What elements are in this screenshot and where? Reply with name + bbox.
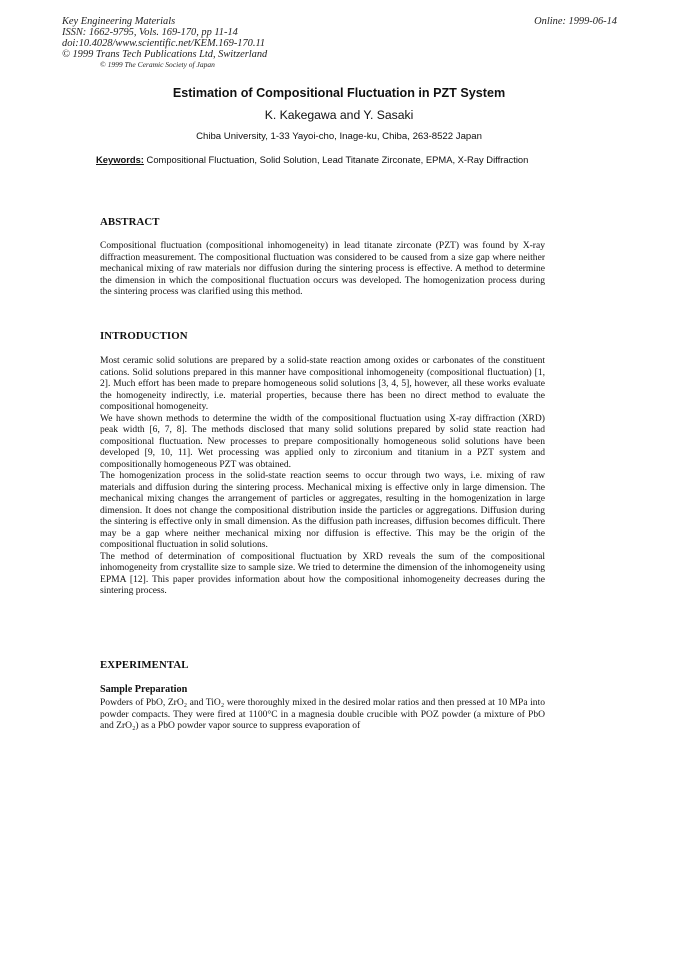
- keywords-label: Keywords:: [96, 154, 144, 165]
- keywords-block: [96, 154, 548, 165]
- experimental-heading: EXPERIMENTAL: [100, 659, 189, 671]
- introduction-text: [100, 355, 545, 597]
- introduction-heading: INTRODUCTION: [100, 330, 188, 342]
- experimental-paragraph: Powders of PbO, ZrO₂ and TiO₂ were thoroughly mixed in the desired molar ratios and then pressed at 10 MPa into powder compacts. They were fired at 1100°C in a magnesia double crucible with POZ powder (a mixture of PbO and ZrO₂) as a PbO powder vapor source to suppress evaporation of: [100, 697, 545, 731]
- issn-line: ISSN: 1662-9795, Vols. 169-170, pp 11-14: [62, 27, 238, 38]
- intro-paragraph: The homogenization process in the solid-state reaction seems to occur through two ways, i.e. mixing of raw materials and diffusion during the sintering process. Mechanical mixing is effective only in large dimension. The mechanical mixing changes the arrangement of particles or aggregates, resulting in the homogenization in large dimension. It does not change the compositional distribution inside the particles or aggregations. Diffusion during the sintering is effective only in small dimension. As the diffusion path increases, diffusion becomes difficult. There may be a gap where neither mechanical mixing nor diffusion is effective. This may be the origin of the compositional fluctuation in solid solutions.: [100, 470, 545, 550]
- intro-paragraph: We have shown methods to determine the width of the compositional fluctuation using X-ray diffraction (XRD) peak width [6, 7, 8]. The methods disclosed that many solid solutions prepared by solid state reaction had compositional fluctuation. New processes to prepare compositionally homogeneous solid solutions have been developed [9, 10, 11]. Wet processing was applied only to zirconium and titanium in a PZT system and compositionally homogeneous PZT was obtained.: [100, 412, 545, 470]
- copyright-line: © 1999 Trans Tech Publications Ltd, Switzerland: [62, 49, 268, 60]
- society-line: © 1999 The Ceramic Society of Japan: [100, 60, 215, 69]
- abstract-heading: ABSTRACT: [100, 216, 160, 228]
- paper-authors: K. Kakegawa and Y. Sasaki: [264, 108, 414, 122]
- online-date: Online: 1999-06-14: [534, 16, 617, 27]
- author-affiliation: Chiba University, 1-33 Yayoi-cho, Inage-ku, Chiba, 263-8522 Japan: [196, 131, 482, 142]
- keywords-text: Compositional Fluctuation, Solid Solution, Lead Titanate Zirconate, EPMA, X-Ray Diffraction: [146, 154, 529, 165]
- intro-paragraph: Most ceramic solid solutions are prepared by a solid-state reaction among oxides or carbonates of the constituent cations. Solid solutions prepared in this manner have compositional inhomogeneity (compositional fluctuation) [1, 2]. Much effort has been made to prepare homogeneous solid solutions [3, 4, 5], however, all these works evaluate the homogeneity indirectly, i.e. material properties, because there has been no direct method to evaluate the compositional homogeneity.: [100, 355, 545, 412]
- journal-name: Key Engineering Materials: [62, 16, 176, 27]
- experimental-text: [100, 697, 545, 732]
- abstract-text: [100, 240, 545, 298]
- paper-title: Estimation of Compositional Fluctuation in PZT System: [172, 86, 506, 100]
- abstract-paragraph: Compositional fluctuation (compositional inhomogeneity) in lead titanate zirconate (PZT) was found by X-ray diffraction measurement. The compositional fluctuation was considered to be caused from a size gap where neither mechanical mixing of raw materials nor diffusion during the sintering process is effective. A method to determine the dimension in which the compositional fluctuation occurs was developed. The homogenization process during the sintering process was clarified using this method.: [100, 240, 545, 297]
- doi-line: doi:10.4028/www.scientific.net/KEM.169-170.11: [62, 38, 266, 49]
- intro-paragraph: The method of determination of compositional fluctuation by XRD reveals the sum of the compositional inhomogeneity from crystallite size to sample size. We tried to determine the dimension of the inhomogeneity using EPMA [12]. This paper provides information about how the compositional inhomogeneity decreases during the sintering process.: [100, 550, 545, 596]
- journal-header: [62, 16, 267, 69]
- sample-preparation-heading: Sample Preparation: [100, 684, 188, 695]
